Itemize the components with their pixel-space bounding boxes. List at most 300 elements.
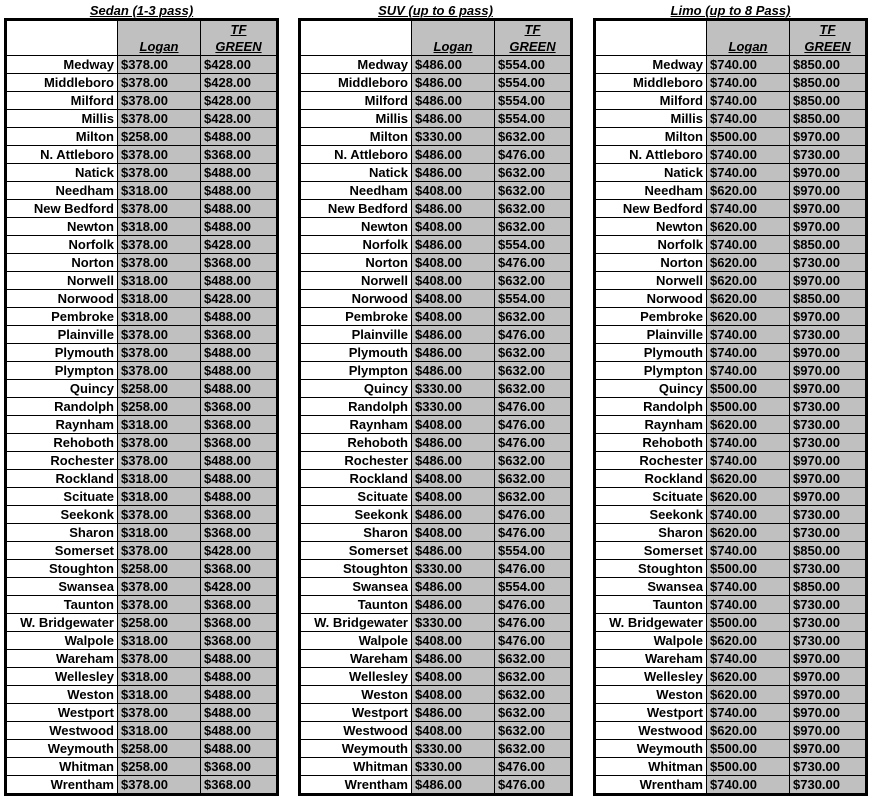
tf-green-price: $632.00 <box>495 470 572 488</box>
town-name: Plymouth <box>300 344 412 362</box>
logan-price: $378.00 <box>118 434 201 452</box>
header-row <box>595 20 867 39</box>
town-name: Scituate <box>6 488 118 506</box>
logan-price: $486.00 <box>412 344 495 362</box>
logan-price: $620.00 <box>707 686 790 704</box>
logan-price: $740.00 <box>707 164 790 182</box>
town-name: Plymouth <box>595 344 707 362</box>
table-row <box>6 614 278 632</box>
tf-green-price: $488.00 <box>201 182 278 200</box>
tf-green-price: $730.00 <box>790 632 867 650</box>
suv-rate-panel <box>298 3 573 796</box>
town-name: N. Attleboro <box>300 146 412 164</box>
town-name: N. Attleboro <box>6 146 118 164</box>
table-row <box>595 560 867 578</box>
logan-price: $740.00 <box>707 542 790 560</box>
table-row <box>595 110 867 128</box>
rate-table <box>298 18 573 796</box>
tf-green-price: $970.00 <box>790 686 867 704</box>
town-name: Newton <box>595 218 707 236</box>
logan-price: $378.00 <box>118 344 201 362</box>
town-name: Rehoboth <box>595 434 707 452</box>
tf-green-price: $368.00 <box>201 506 278 524</box>
table-row <box>300 290 572 308</box>
tf-green-price: $488.00 <box>201 272 278 290</box>
header-blank-cell <box>300 38 412 56</box>
tf-green-price: $368.00 <box>201 560 278 578</box>
tf-green-price: $970.00 <box>790 308 867 326</box>
logan-price: $318.00 <box>118 182 201 200</box>
logan-price: $408.00 <box>412 290 495 308</box>
table-row <box>595 308 867 326</box>
logan-price: $620.00 <box>707 416 790 434</box>
town-name: Newton <box>6 218 118 236</box>
town-name: Weymouth <box>300 740 412 758</box>
column-header-tf: TF <box>201 20 278 39</box>
tf-green-price: $476.00 <box>495 758 572 776</box>
town-name: Needham <box>300 182 412 200</box>
logan-price: $740.00 <box>707 452 790 470</box>
table-row <box>300 686 572 704</box>
logan-price: $740.00 <box>707 362 790 380</box>
tf-green-price: $368.00 <box>201 434 278 452</box>
table-row <box>300 146 572 164</box>
table-row <box>300 722 572 740</box>
logan-price: $740.00 <box>707 74 790 92</box>
table-row <box>6 632 278 650</box>
table-row <box>595 74 867 92</box>
table-row <box>595 524 867 542</box>
header-blank-cell <box>118 20 201 39</box>
logan-price: $378.00 <box>118 326 201 344</box>
town-name: Whitman <box>300 758 412 776</box>
table-row <box>300 614 572 632</box>
town-name: Wareham <box>6 650 118 668</box>
tf-green-price: $476.00 <box>495 524 572 542</box>
town-name: Taunton <box>6 596 118 614</box>
table-row <box>300 164 572 182</box>
tf-green-price: $970.00 <box>790 218 867 236</box>
tf-green-price: $730.00 <box>790 614 867 632</box>
table-row <box>595 740 867 758</box>
table-row <box>300 632 572 650</box>
column-header-logan: Logan <box>707 38 790 56</box>
tf-green-price: $850.00 <box>790 578 867 596</box>
town-name: Quincy <box>595 380 707 398</box>
logan-price: $620.00 <box>707 290 790 308</box>
tf-green-price: $970.00 <box>790 740 867 758</box>
logan-price: $620.00 <box>707 218 790 236</box>
tf-green-price: $850.00 <box>790 542 867 560</box>
logan-price: $318.00 <box>118 272 201 290</box>
logan-price: $258.00 <box>118 740 201 758</box>
table-row <box>6 722 278 740</box>
tf-green-price: $368.00 <box>201 398 278 416</box>
tf-green-price: $730.00 <box>790 776 867 795</box>
table-row <box>595 218 867 236</box>
tf-green-price: $476.00 <box>495 326 572 344</box>
table-row <box>300 254 572 272</box>
table-row <box>300 182 572 200</box>
town-name: Norton <box>6 254 118 272</box>
town-name: Quincy <box>300 380 412 398</box>
tf-green-price: $632.00 <box>495 488 572 506</box>
logan-price: $408.00 <box>412 416 495 434</box>
town-name: Milton <box>6 128 118 146</box>
logan-price: $378.00 <box>118 92 201 110</box>
logan-price: $740.00 <box>707 506 790 524</box>
table-row <box>300 506 572 524</box>
town-name: Weston <box>6 686 118 704</box>
tf-green-price: $970.00 <box>790 452 867 470</box>
tf-green-price: $476.00 <box>495 146 572 164</box>
town-name: Pembroke <box>6 308 118 326</box>
table-row <box>595 146 867 164</box>
tf-green-price: $632.00 <box>495 668 572 686</box>
table-row <box>300 110 572 128</box>
town-name: Milton <box>300 128 412 146</box>
table-row <box>595 200 867 218</box>
table-row <box>300 56 572 74</box>
town-name: Westwood <box>595 722 707 740</box>
logan-price: $740.00 <box>707 578 790 596</box>
town-name: Norwood <box>300 290 412 308</box>
tf-green-price: $476.00 <box>495 596 572 614</box>
table-row <box>300 776 572 795</box>
table-row <box>6 236 278 254</box>
logan-price: $620.00 <box>707 272 790 290</box>
town-name: Norwell <box>6 272 118 290</box>
logan-price: $408.00 <box>412 218 495 236</box>
town-name: Wrentham <box>300 776 412 795</box>
tf-green-price: $488.00 <box>201 362 278 380</box>
town-name: Walpole <box>300 632 412 650</box>
town-name: Rockland <box>6 470 118 488</box>
town-name: Plymouth <box>6 344 118 362</box>
town-name: Medway <box>595 56 707 74</box>
sedan-rate-panel <box>4 3 279 796</box>
tf-green-price: $970.00 <box>790 488 867 506</box>
town-name: N. Attleboro <box>595 146 707 164</box>
town-name: Taunton <box>300 596 412 614</box>
logan-price: $740.00 <box>707 704 790 722</box>
town-name: Westport <box>300 704 412 722</box>
table-row <box>300 578 572 596</box>
table-row <box>6 776 278 795</box>
rate-table <box>4 18 279 796</box>
town-name: Middleboro <box>6 74 118 92</box>
logan-price: $378.00 <box>118 596 201 614</box>
table-row <box>595 668 867 686</box>
town-name: Stoughton <box>595 560 707 578</box>
table-row <box>300 308 572 326</box>
town-name: Wrentham <box>6 776 118 795</box>
tf-green-price: $476.00 <box>495 614 572 632</box>
town-name: Randolph <box>6 398 118 416</box>
logan-price: $408.00 <box>412 632 495 650</box>
town-name: Wrentham <box>595 776 707 795</box>
logan-price: $330.00 <box>412 380 495 398</box>
table-row <box>300 74 572 92</box>
logan-price: $486.00 <box>412 704 495 722</box>
tf-green-price: $730.00 <box>790 758 867 776</box>
town-name: Medway <box>300 56 412 74</box>
tf-green-price: $850.00 <box>790 92 867 110</box>
logan-price: $408.00 <box>412 470 495 488</box>
town-name: Norwood <box>595 290 707 308</box>
tf-green-price: $488.00 <box>201 686 278 704</box>
table-row <box>595 326 867 344</box>
table-row <box>300 398 572 416</box>
tf-green-price: $632.00 <box>495 308 572 326</box>
logan-price: $318.00 <box>118 488 201 506</box>
table-row <box>6 758 278 776</box>
table-row <box>6 164 278 182</box>
logan-price: $330.00 <box>412 614 495 632</box>
tf-green-price: $554.00 <box>495 92 572 110</box>
tf-green-price: $850.00 <box>790 74 867 92</box>
town-name: Norwell <box>595 272 707 290</box>
table-row <box>300 326 572 344</box>
logan-price: $500.00 <box>707 614 790 632</box>
table-row <box>595 758 867 776</box>
town-name: Norton <box>595 254 707 272</box>
tf-green-price: $488.00 <box>201 650 278 668</box>
table-row <box>300 200 572 218</box>
table-row <box>595 578 867 596</box>
town-name: Rehoboth <box>6 434 118 452</box>
logan-price: $408.00 <box>412 488 495 506</box>
table-row <box>6 182 278 200</box>
tf-green-price: $476.00 <box>495 434 572 452</box>
table-row <box>300 470 572 488</box>
logan-price: $500.00 <box>707 560 790 578</box>
tf-green-price: $730.00 <box>790 524 867 542</box>
table-row <box>6 128 278 146</box>
town-name: Westwood <box>6 722 118 740</box>
table-row <box>595 380 867 398</box>
column-header-logan: Logan <box>412 38 495 56</box>
panel-title: SUV (up to 6 pass) <box>378 3 493 18</box>
table-row <box>6 704 278 722</box>
header-row <box>595 38 867 56</box>
tf-green-price: $970.00 <box>790 668 867 686</box>
town-name: Weymouth <box>595 740 707 758</box>
logan-price: $500.00 <box>707 398 790 416</box>
header-blank-cell <box>6 20 118 39</box>
table-row <box>6 596 278 614</box>
table-row <box>300 128 572 146</box>
table-row <box>595 236 867 254</box>
logan-price: $330.00 <box>412 398 495 416</box>
logan-price: $318.00 <box>118 668 201 686</box>
logan-price: $486.00 <box>412 92 495 110</box>
town-name: Scituate <box>300 488 412 506</box>
tf-green-price: $970.00 <box>790 380 867 398</box>
table-row <box>6 290 278 308</box>
town-name: Somerset <box>300 542 412 560</box>
town-name: Millis <box>300 110 412 128</box>
table-row <box>300 650 572 668</box>
town-name: Middleboro <box>300 74 412 92</box>
table-row <box>6 110 278 128</box>
logan-price: $378.00 <box>118 200 201 218</box>
logan-price: $258.00 <box>118 560 201 578</box>
logan-price: $378.00 <box>118 74 201 92</box>
table-row <box>6 506 278 524</box>
town-name: Seekonk <box>6 506 118 524</box>
tf-green-price: $488.00 <box>201 308 278 326</box>
town-name: Wareham <box>300 650 412 668</box>
logan-price: $620.00 <box>707 308 790 326</box>
tf-green-price: $632.00 <box>495 200 572 218</box>
tf-green-price: $488.00 <box>201 200 278 218</box>
logan-price: $258.00 <box>118 380 201 398</box>
table-row <box>595 344 867 362</box>
tf-green-price: $632.00 <box>495 704 572 722</box>
town-name: Plainville <box>595 326 707 344</box>
logan-price: $318.00 <box>118 290 201 308</box>
tf-green-price: $730.00 <box>790 416 867 434</box>
header-row <box>6 20 278 39</box>
town-name: Raynham <box>595 416 707 434</box>
logan-price: $318.00 <box>118 686 201 704</box>
town-name: Somerset <box>595 542 707 560</box>
town-name: Milford <box>300 92 412 110</box>
tf-green-price: $632.00 <box>495 182 572 200</box>
town-name: Needham <box>6 182 118 200</box>
table-row <box>300 488 572 506</box>
town-name: Norfolk <box>300 236 412 254</box>
town-name: Walpole <box>6 632 118 650</box>
tf-green-price: $488.00 <box>201 128 278 146</box>
town-name: Rochester <box>6 452 118 470</box>
logan-price: $378.00 <box>118 704 201 722</box>
logan-price: $500.00 <box>707 380 790 398</box>
header-blank-cell <box>595 38 707 56</box>
table-row <box>6 344 278 362</box>
logan-price: $408.00 <box>412 272 495 290</box>
table-row <box>300 740 572 758</box>
tf-green-price: $632.00 <box>495 128 572 146</box>
town-name: Stoughton <box>300 560 412 578</box>
table-row <box>300 272 572 290</box>
tf-green-price: $368.00 <box>201 524 278 542</box>
town-name: Rochester <box>300 452 412 470</box>
tf-green-price: $428.00 <box>201 236 278 254</box>
logan-price: $740.00 <box>707 650 790 668</box>
tf-green-price: $488.00 <box>201 344 278 362</box>
logan-price: $740.00 <box>707 146 790 164</box>
table-row <box>595 416 867 434</box>
tf-green-price: $428.00 <box>201 74 278 92</box>
tf-green-price: $970.00 <box>790 128 867 146</box>
logan-price: $500.00 <box>707 758 790 776</box>
logan-price: $486.00 <box>412 452 495 470</box>
table-row <box>6 200 278 218</box>
table-row <box>300 434 572 452</box>
tf-green-price: $632.00 <box>495 740 572 758</box>
header-blank-cell <box>6 38 118 56</box>
logan-price: $258.00 <box>118 758 201 776</box>
tf-green-price: $368.00 <box>201 614 278 632</box>
town-name: Natick <box>595 164 707 182</box>
table-row <box>6 56 278 74</box>
table-row <box>6 146 278 164</box>
table-row <box>595 452 867 470</box>
town-name: W. Bridgewater <box>595 614 707 632</box>
town-name: Newton <box>300 218 412 236</box>
logan-price: $740.00 <box>707 434 790 452</box>
tf-green-price: $632.00 <box>495 722 572 740</box>
town-name: Weston <box>300 686 412 704</box>
table-row <box>6 470 278 488</box>
logan-price: $408.00 <box>412 722 495 740</box>
table-row <box>595 92 867 110</box>
panel-title: Limo (up to 8 Pass) <box>670 3 791 18</box>
header-row <box>300 38 572 56</box>
tf-green-price: $488.00 <box>201 668 278 686</box>
tf-green-price: $428.00 <box>201 56 278 74</box>
tf-green-price: $970.00 <box>790 164 867 182</box>
table-row <box>6 542 278 560</box>
table-row <box>300 596 572 614</box>
town-name: Norton <box>300 254 412 272</box>
town-name: Plainville <box>6 326 118 344</box>
column-header-tf: TF <box>495 20 572 39</box>
logan-price: $620.00 <box>707 488 790 506</box>
logan-price: $378.00 <box>118 542 201 560</box>
town-name: Scituate <box>595 488 707 506</box>
tf-green-price: $488.00 <box>201 740 278 758</box>
town-name: W. Bridgewater <box>300 614 412 632</box>
tf-green-price: $368.00 <box>201 758 278 776</box>
tf-green-price: $970.00 <box>790 470 867 488</box>
table-row <box>6 560 278 578</box>
tf-green-price: $970.00 <box>790 650 867 668</box>
logan-price: $408.00 <box>412 524 495 542</box>
table-row <box>300 452 572 470</box>
tf-green-price: $554.00 <box>495 74 572 92</box>
tf-green-price: $488.00 <box>201 488 278 506</box>
table-row <box>6 74 278 92</box>
logan-price: $330.00 <box>412 740 495 758</box>
town-name: Somerset <box>6 542 118 560</box>
town-name: Westport <box>6 704 118 722</box>
town-name: Walpole <box>595 632 707 650</box>
logan-price: $486.00 <box>412 56 495 74</box>
tf-green-price: $554.00 <box>495 236 572 254</box>
logan-price: $318.00 <box>118 470 201 488</box>
table-row <box>595 722 867 740</box>
table-row <box>595 686 867 704</box>
town-name: Medway <box>6 56 118 74</box>
town-name: Westport <box>595 704 707 722</box>
town-name: New Bedford <box>300 200 412 218</box>
town-name: Natick <box>300 164 412 182</box>
table-row <box>300 560 572 578</box>
tf-green-price: $428.00 <box>201 290 278 308</box>
logan-price: $408.00 <box>412 308 495 326</box>
logan-price: $620.00 <box>707 524 790 542</box>
tf-green-price: $632.00 <box>495 686 572 704</box>
table-row <box>6 272 278 290</box>
tf-green-price: $970.00 <box>790 722 867 740</box>
logan-price: $486.00 <box>412 506 495 524</box>
town-name: Rochester <box>595 452 707 470</box>
tf-green-price: $632.00 <box>495 164 572 182</box>
table-row <box>595 704 867 722</box>
